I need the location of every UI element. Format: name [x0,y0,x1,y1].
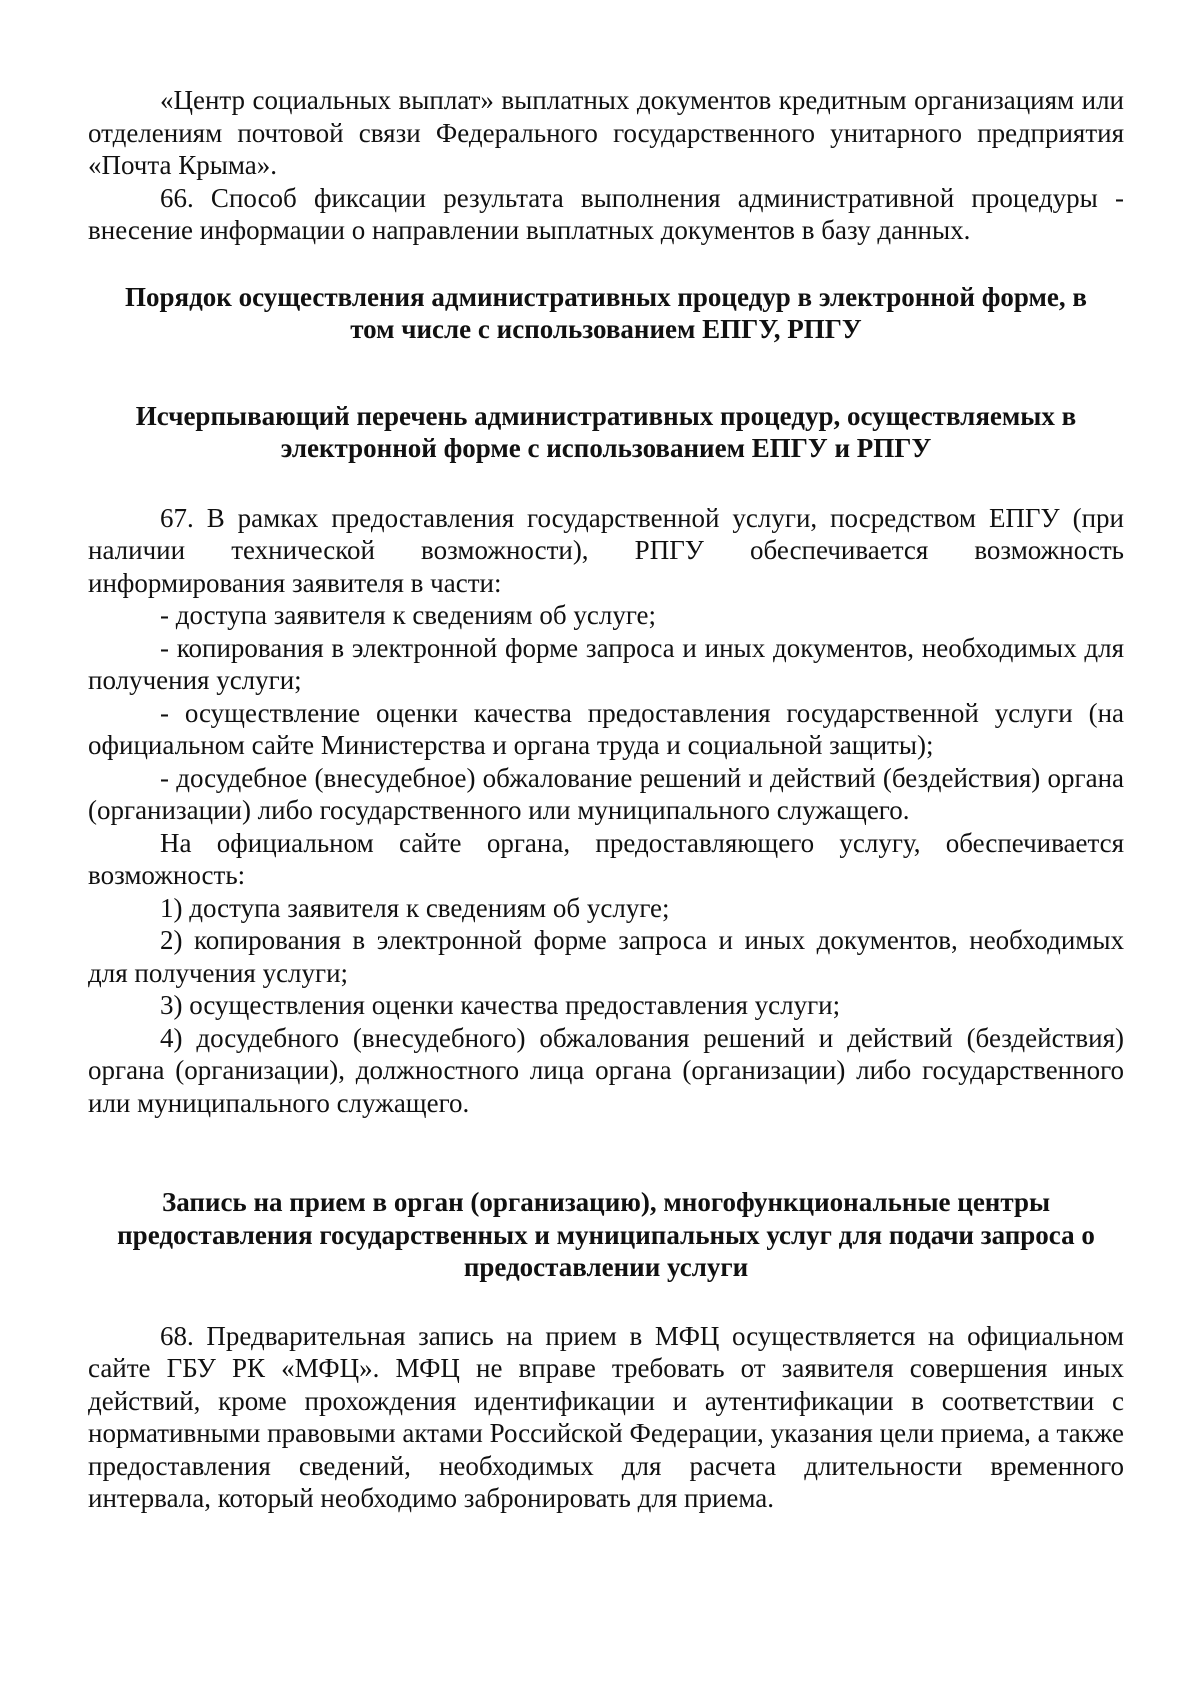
official-site-list-item: 4) досудебного (внесудебного) обжалования решений и действий (бездействия) органа (организации), должностного лица органа (организации) либо государственного или муниципального служащего. [88,1022,1124,1118]
document-page [88,84,1124,1515]
item-68-paragraph: 68. Предварительная запись на прием в МФЦ осуществляется на официальном сайте ГБУ РК «МФЦ». МФЦ не вправе требовать от заявителя совершения иных действий, кроме прохождения идентификации и аутентификации в соответствии с нормативными правовыми актами Российской Федерации, указания цели приема, а также предоставления сведений, необходимых для расчета длительности временного интервала, который необходимо забронировать для приема. [88,1320,1124,1513]
official-site-intro-paragraph: На официальном сайте органа, предоставляющего услугу, обеспечивается возможность: [88,827,1124,890]
item-66-paragraph: 66. Способ фиксации результата выполнения административной процедуры - внесение информации о направлении выплатных документов в базу данных. [88,182,1124,245]
heading-procedures-list: Исчерпывающий перечень административных процедур, осуществляемых в электронной форме с использованием ЕПГУ и РПГУ [135,400,1077,463]
heading-electronic-procedures: Порядок осуществления административных процедур в электронной форме, в том числе с использованием ЕПГУ, РПГУ [125,281,1087,344]
item-67-list-item: - копирования в электронной форме запроса и иных документов, необходимых для получения услуги; [88,632,1124,695]
heading-appointment: Запись на прием в орган (организацию), многофункциональные центры предоставления государственных и муниципальных услуг для подачи запроса о предоставлении услуги [117,1187,1095,1282]
official-site-list-item: 2) копирования в электронной форме запроса и иных документов, необходимых для получения услуги; [88,925,1124,988]
item-67-list-item: - доступа заявителя к сведениям об услуге; [160,600,657,630]
item-67-intro-paragraph: 67. В рамках предоставления государственной услуги, посредством ЕПГУ (при наличии технической возможности), РПГУ обеспечивается возможность информирования заявителя в части: [88,502,1124,598]
item-67-list-item: - осуществление оценки качества предоставления государственной услуги (на официальном сайте Министерства и органа труда и социальной защиты); [88,697,1124,760]
official-site-list-item: 3) осуществления оценки качества предоставления услуги; [160,990,841,1020]
item-67-list-item: - досудебное (внесудебное) обжалование решений и действий (бездействия) органа (организации) либо государственного или муниципального служащего. [88,762,1124,825]
official-site-list-item: 1) доступа заявителя к сведениям об услуге; [160,892,670,923]
continuation-paragraph: «Центр социальных выплат» выплатных документов кредитным организациям или отделениям почтовой связи Федерального государственного унитарного предприятия «Почта Крыма». [88,85,1124,180]
